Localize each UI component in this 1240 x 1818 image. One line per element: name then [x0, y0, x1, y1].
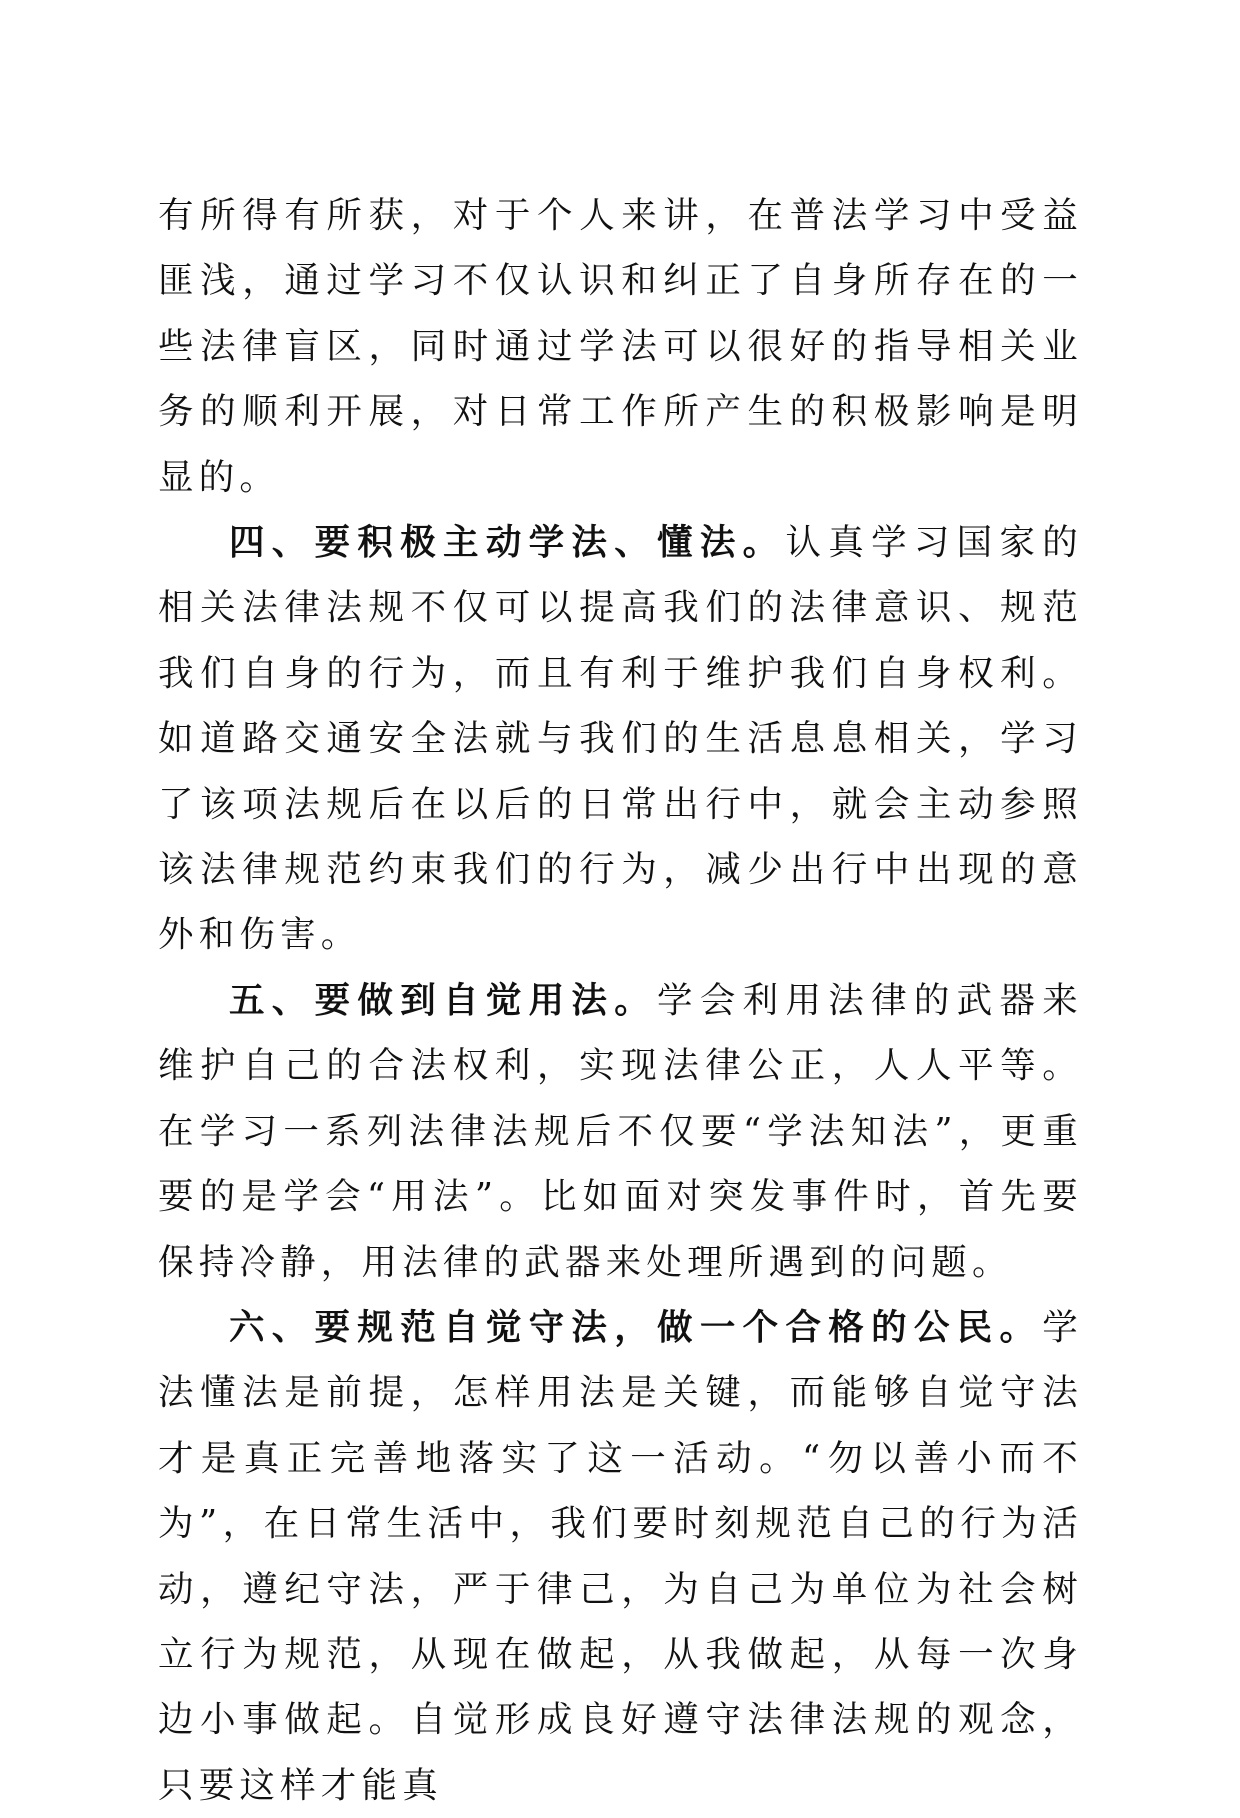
section-heading: 六、要规范自觉守法，做一个合格的公民。 — [229, 1306, 1043, 1348]
paragraph-continuation — [158, 183, 1083, 510]
section-heading: 四、要积极主动学法、懂法。 — [229, 522, 786, 564]
paragraph-section-five — [158, 968, 1083, 1295]
section-heading: 五、要做到自觉用法。 — [229, 979, 658, 1021]
paragraph-section-four — [158, 510, 1083, 968]
document-body — [158, 183, 1083, 1818]
paragraph-text: 学会利用法律的武器来维护自己的合法权利，实现法律公正，人人平等。在学习一系列法律法规后不仅要“学法知法”，更重要的是学会“用法”。比如面对突发事件时，首先要保持冷静，用法律的武器来处理所遇到的问题。 — [158, 979, 1083, 1283]
paragraph-text: 学法懂法是前提，怎样用法是关键，而能够自觉守法才是真正完善地落实了这一活动。“勿以善小而不为”，在日常生活中，我们要时刻规范自己的行为活动，遵纪守法，严于律己，为自己为单位为社会树立行为规范，从现在做起，从我做起，从每一次身边小事做起。自觉形成良好遵守法律法规的观念，只要这样才能真 — [158, 1306, 1083, 1806]
paragraph-text: 认真学习国家的相关法律法规不仅可以提高我们的法律意识、规范我们自身的行为，而且有利于维护我们自身权利。如道路交通安全法就与我们的生活息息相关，学习了该项法规后在以后的日常出行中，就会主动参照该法律规范约束我们的行为，减少出行中出现的意外和伤害。 — [158, 522, 1083, 956]
paragraph-text: 有所得有所获，对于个人来讲，在普法学习中受益匪浅，通过学习不仅认识和纠正了自身所存在的一些法律盲区，同时通过学法可以很好的指导相关业务的顺利开展，对日常工作所产生的积极影响是明显的。 — [158, 195, 1083, 498]
paragraph-section-six — [158, 1295, 1083, 1818]
